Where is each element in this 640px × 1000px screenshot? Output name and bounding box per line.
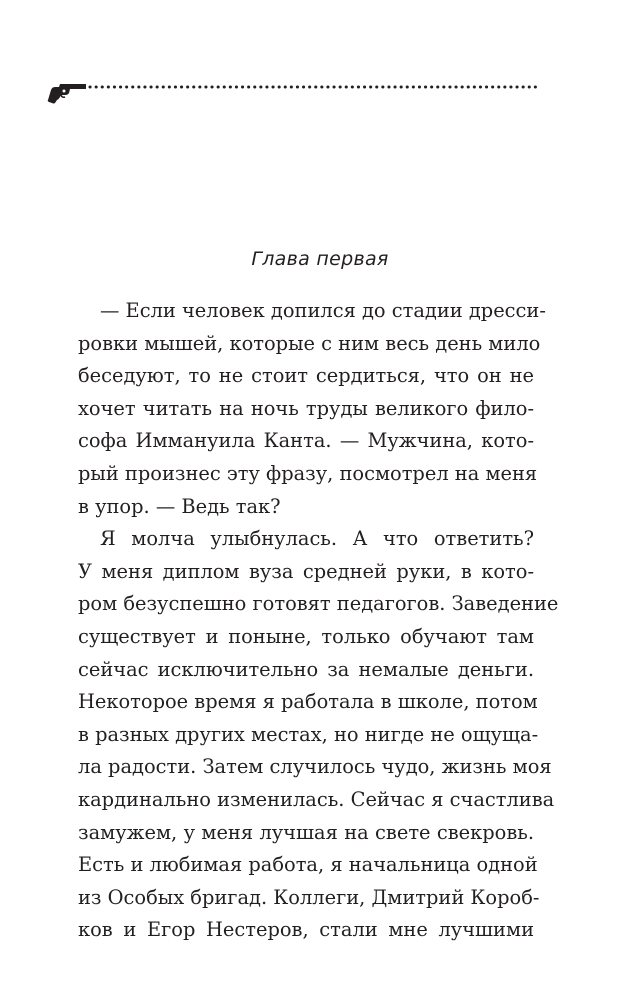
text-line: ровки мышей, которые с ним весь день мило — [78, 331, 541, 355]
text-line: в упор. — Ведь так? — [78, 494, 281, 518]
body-text — [78, 295, 559, 947]
text-line: беседуют, то не стоит сердиться, что он не — [78, 364, 534, 388]
text-line: ков и Егор Нестеров, стали мне лучшими — [78, 918, 534, 942]
text-line: Некоторое время я работала в школе, потом — [78, 690, 538, 714]
text-line: рый произнес эту фразу, посмотрел на меня — [78, 461, 538, 485]
revolver-icon — [46, 78, 88, 104]
text-line: Я молча улыбнулась. А что ответить? — [100, 527, 534, 551]
chapter-title: Глава первая — [251, 248, 389, 270]
text-line: кардинально изменилась. Сейчас я счастлива — [78, 787, 555, 811]
text-line: существует и поныне, только обучают там — [78, 624, 534, 648]
text-line: софа Иммануила Канта. — Мужчина, кото- — [78, 429, 534, 453]
text-line: в разных других местах, но нигде не ощуща- — [78, 722, 539, 746]
paragraph-1 — [78, 295, 546, 523]
text-line: хочет читать на ночь труды великого фило- — [78, 396, 534, 420]
text-line: — Если человек допился до стадии дресси- — [100, 299, 546, 322]
header-ornament — [46, 78, 540, 106]
paragraph-2 — [78, 523, 559, 947]
text-line: У меня диплом вуза средней руки, в кото- — [78, 559, 534, 583]
text-line: Есть и любимая работа, я начальница одной — [78, 853, 538, 877]
text-line: замужем, у меня лучшая на свете свекровь. — [78, 820, 534, 844]
text-line: сейчас исключительно за немалые деньги. — [78, 657, 534, 681]
text-line: из Особых бригад. Коллеги, Дмитрий Короб- — [78, 885, 540, 909]
text-line: ла радости. Затем случилось чудо, жизнь моя — [78, 755, 552, 779]
dotted-rule — [88, 85, 540, 89]
text-line: ром безуспешно готовят педагогов. Заведение — [78, 592, 559, 616]
